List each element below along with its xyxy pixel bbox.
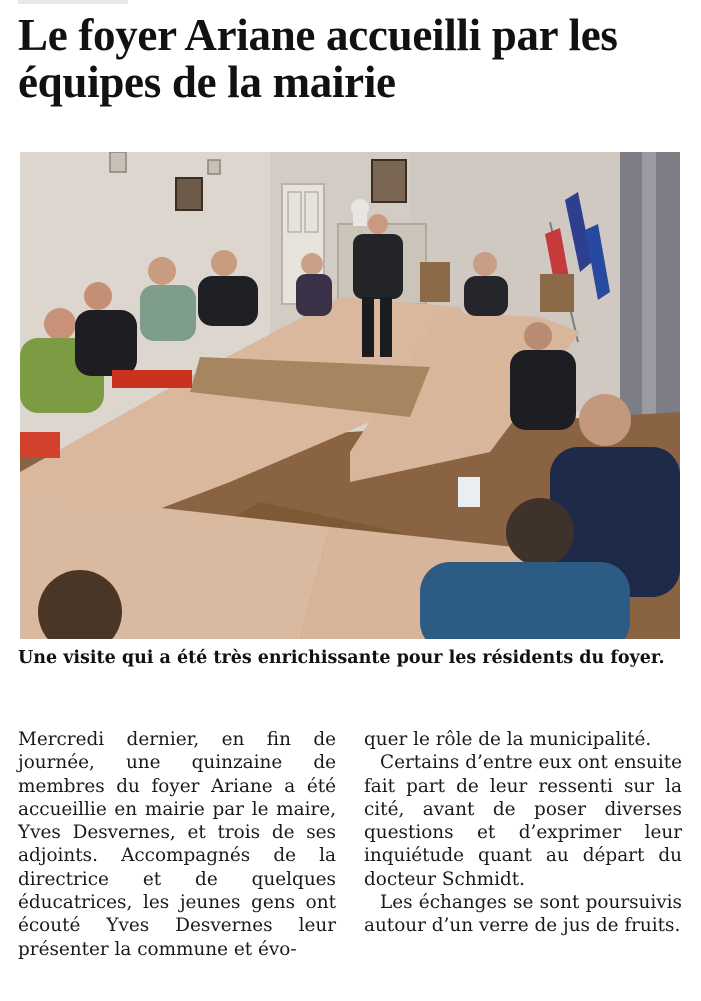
paragraph-3: Les échanges se sont poursuivis autour d’un verre de jus de fruits. xyxy=(364,892,682,937)
article-photo xyxy=(20,152,680,639)
section-rule xyxy=(18,0,128,4)
article-body-left-column xyxy=(18,728,336,961)
paragraph-1-continuation: quer le rôle de la municipalité. xyxy=(364,729,652,750)
paragraph-2: Certains d’entre eux ont ensuite fait part de leur ressenti sur la cité, avant de poser diverses questions et d’exprimer leur inquiétude quant au départ du docteur Schmidt. xyxy=(364,752,682,890)
headline: Le foyer Ariane accueilli par les équipes de la mairie xyxy=(18,10,618,107)
meeting-room-photo xyxy=(20,152,680,639)
article-body-right-column xyxy=(364,728,682,938)
paragraph-1: Mercredi dernier, en fin de journée, une quinzaine de membres du foyer Ariane a été accueillie en mairie par le maire, Yves Desvernes, et trois de ses adjoints. Accompagnés de la directrice et de quelques éducatrices, les jeunes gens ont écouté Yves Desvernes leur présenter la commune et évo- xyxy=(18,729,336,960)
photo-caption: Une visite qui a été très enrichissante pour les résidents du foyer. xyxy=(18,648,665,668)
